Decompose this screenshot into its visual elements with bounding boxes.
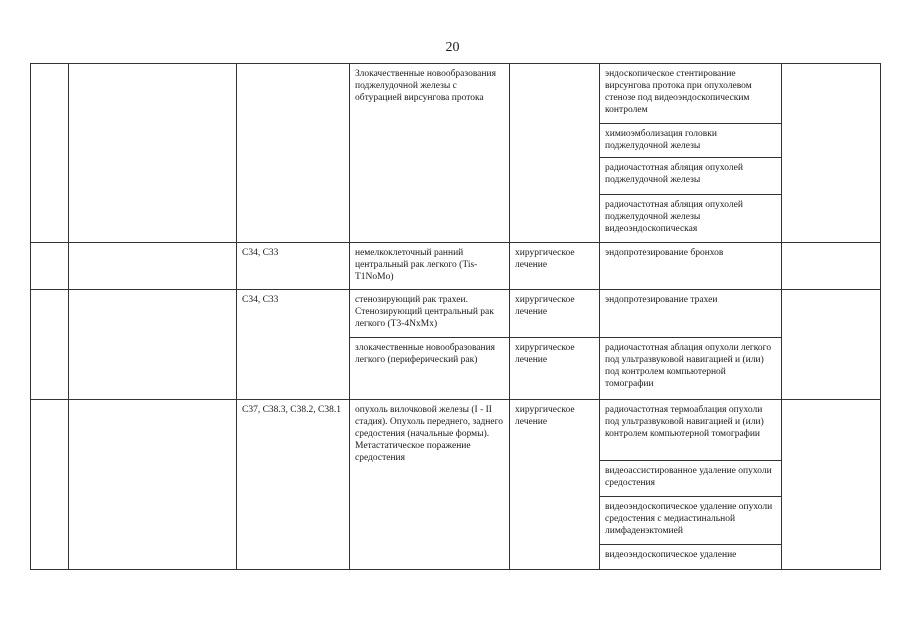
method-cell: видеоассистированное удаление опухоли средостения — [600, 461, 782, 497]
table-cell — [31, 400, 69, 570]
table-cell — [69, 64, 237, 243]
table-cell — [782, 64, 881, 243]
method-cell: эндоскопическое стентирование вирсунгова протока при опухолевом стенозе под видеоэндоскопическим контролем — [600, 64, 782, 124]
treatment-cell: хирургическое лечение — [510, 243, 600, 290]
diagnosis-cell: опухоль вилочковой железы (I - II стадия). Опухоль переднего, заднего средостения (начальные формы). Метастатическое поражение средостения — [350, 400, 510, 570]
table-cell — [782, 400, 881, 570]
method-cell: эндопротезирование бронхов — [600, 243, 782, 290]
table-cell — [69, 400, 237, 570]
page-number: 20 — [445, 40, 460, 55]
method-cell: радиочастотная абляция опухолей поджелудочной железы видеоэндоскопическая — [600, 195, 782, 243]
table-cell — [31, 243, 69, 290]
codes-cell: C34, C33 — [237, 243, 350, 290]
treatment-cell: хирургическое лечение — [510, 400, 600, 570]
method-cell: радиочастотная аблация опухоли легкого под ультразвуковой навигацией и (или) под контролем компьютерной томографии — [600, 338, 782, 400]
method-cell: химиоэмболизация головки поджелудочной железы — [600, 124, 782, 158]
treatment-cell: хирургическое лечение — [510, 338, 600, 400]
method-cell: эндопротезирование трахеи — [600, 290, 782, 338]
table-row — [31, 64, 881, 124]
codes-cell — [237, 64, 350, 243]
table-cell — [69, 290, 237, 400]
diagnosis-cell: стенозирующий рак трахеи. Стенозирующий центральный рак легкого (T3-4NxMx) — [350, 290, 510, 338]
codes-cell: C34, C33 — [237, 290, 350, 400]
treatment-cell — [510, 64, 600, 243]
table-cell — [782, 290, 881, 400]
table-row — [31, 243, 881, 290]
medical-table — [30, 63, 881, 570]
diagnosis-cell: Злокачественные новообразования поджелудочной железы с обтурацией вирсунгова протока — [350, 64, 510, 243]
diagnosis-cell: немелкоклеточный ранний центральный рак легкого (Tis-T1NoMo) — [350, 243, 510, 290]
table-row — [31, 400, 881, 461]
codes-cell: C37, C38.3, C38.2, C38.1 — [237, 400, 350, 570]
table-cell — [31, 290, 69, 400]
method-cell: радиочастотная абляция опухолей поджелудочной железы — [600, 158, 782, 195]
method-cell: видеоэндоскопическое удаление опухоли средостения с медиастинальной лимфаденэктомией — [600, 497, 782, 545]
diagnosis-cell: злокачественные новообразования легкого (периферический рак) — [350, 338, 510, 400]
method-cell: радиочастотная термоаблация опухоли под ультразвуковой навигацией и (или) контролем компьютерной томографии — [600, 400, 782, 461]
method-cell: видеоэндоскопическое удаление — [600, 545, 782, 570]
table-row — [31, 290, 881, 338]
treatment-cell: хирургическое лечение — [510, 290, 600, 338]
table-cell — [782, 243, 881, 290]
table-cell — [69, 243, 237, 290]
table-cell — [31, 64, 69, 243]
